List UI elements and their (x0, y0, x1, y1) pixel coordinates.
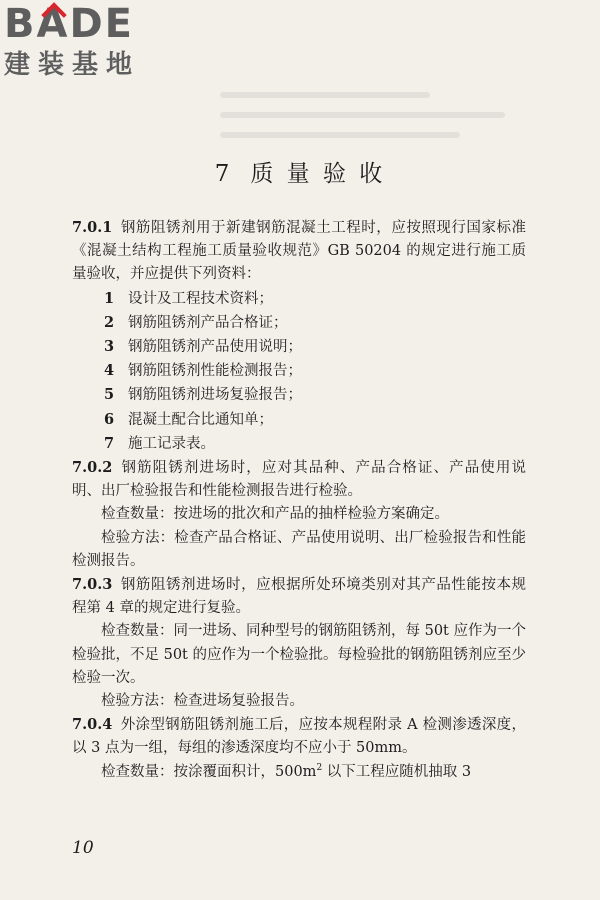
clause-text: 外涂型钢筋阻锈剂施工后，应按本规程附录 A 检测渗透深度，以 3 点为一组，每组的渗透深度均不应小于 50mm。 (72, 717, 526, 757)
list-item-number: 7 (104, 434, 115, 452)
list-item-text: 钢筋阻锈剂性能检测报告； (128, 363, 302, 380)
clause-number: 7.0.1 (72, 219, 113, 236)
bade-logo (4, 1, 176, 80)
list-item-number: 1 (104, 289, 115, 307)
list-item-number: 5 (104, 386, 115, 404)
list-item-number: 6 (104, 410, 115, 428)
clause-text: 钢筋阻锈剂进场时，应根据所处环境类别对其产品性能按本规程第 4 章的规定进行复验。 (72, 577, 526, 617)
chapter-heading (0, 155, 600, 188)
list-item-text: 钢筋阻锈剂进场复验报告； (128, 387, 302, 404)
show-through-text (220, 92, 520, 152)
logo-subtitle: 建装基地 (4, 50, 141, 80)
list-item (72, 287, 526, 311)
list-item (72, 432, 526, 456)
body-paragraph: 检验方法：检查进场复验报告。 (101, 693, 304, 710)
logo-wordmark: BA DE (4, 1, 134, 47)
document-body (72, 216, 526, 784)
chapter-number: 7 (214, 161, 233, 187)
clause-paragraph (72, 573, 526, 620)
clause-paragraph (72, 456, 526, 503)
clause-text: 钢筋阻锈剂进场时，应对其品种、产品合格证、产品使用说明、出厂检验报告和性能检测报告进行检验。 (72, 460, 526, 500)
body-paragraph: 检验方法：检查产品合格证、产品使用说明、出厂检验报告和性能检测报告。 (72, 529, 526, 569)
page-number: 10 (72, 838, 94, 858)
body-paragraph: 检查数量：同一进场、同种型号的钢筋阻锈剂，每 50t 应作为一个检验批，不足 50t 的应作为一个检验批。每检验批的钢筋阻锈剂应至少检验一次。 (72, 623, 526, 686)
clause-paragraph (72, 713, 526, 760)
list-item-number: 4 (104, 362, 115, 380)
list-item (72, 311, 526, 335)
clause-number: 7.0.3 (72, 576, 113, 594)
list-item-text: 混凝土配合比通知单； (128, 411, 273, 428)
body-paragraph (72, 761, 526, 784)
list-item (72, 408, 526, 432)
superscript: 2 (316, 762, 323, 773)
list-item (72, 359, 526, 383)
list-item (72, 383, 526, 407)
clause-text: 钢筋阻锈剂用于新建钢筋混凝土工程时，应按照现行国家标准《混凝土结构工程施工质量验收规范》GB 50204 的规定进行施工质量验收，并应提供下列资料： (72, 220, 526, 283)
list-item-number: 2 (104, 313, 115, 331)
chapter-title: 质 量 验 收 (250, 161, 386, 187)
clause-paragraph (72, 216, 526, 287)
list-item (72, 335, 526, 359)
list-item-text: 设计及工程技术资料； (128, 290, 273, 307)
list-item-number: 3 (104, 338, 115, 356)
body-paragraph: 检查数量：按进场的批次和产品的抽样检验方案确定。 (101, 506, 449, 523)
list-item-text: 施工记录表。 (128, 435, 215, 452)
clause-number: 7.0.2 (72, 459, 113, 477)
paragraph-text: 检查数量：按涂覆面积计，500m (101, 763, 317, 780)
list-item-text: 钢筋阻锈剂产品合格证； (128, 314, 288, 331)
list-item-text: 钢筋阻锈剂产品使用说明； (128, 339, 302, 356)
logo-roof-mark (41, 2, 66, 27)
clause-number: 7.0.4 (72, 716, 113, 734)
paragraph-text: 以下工程应随机抽取 3 (322, 763, 472, 780)
